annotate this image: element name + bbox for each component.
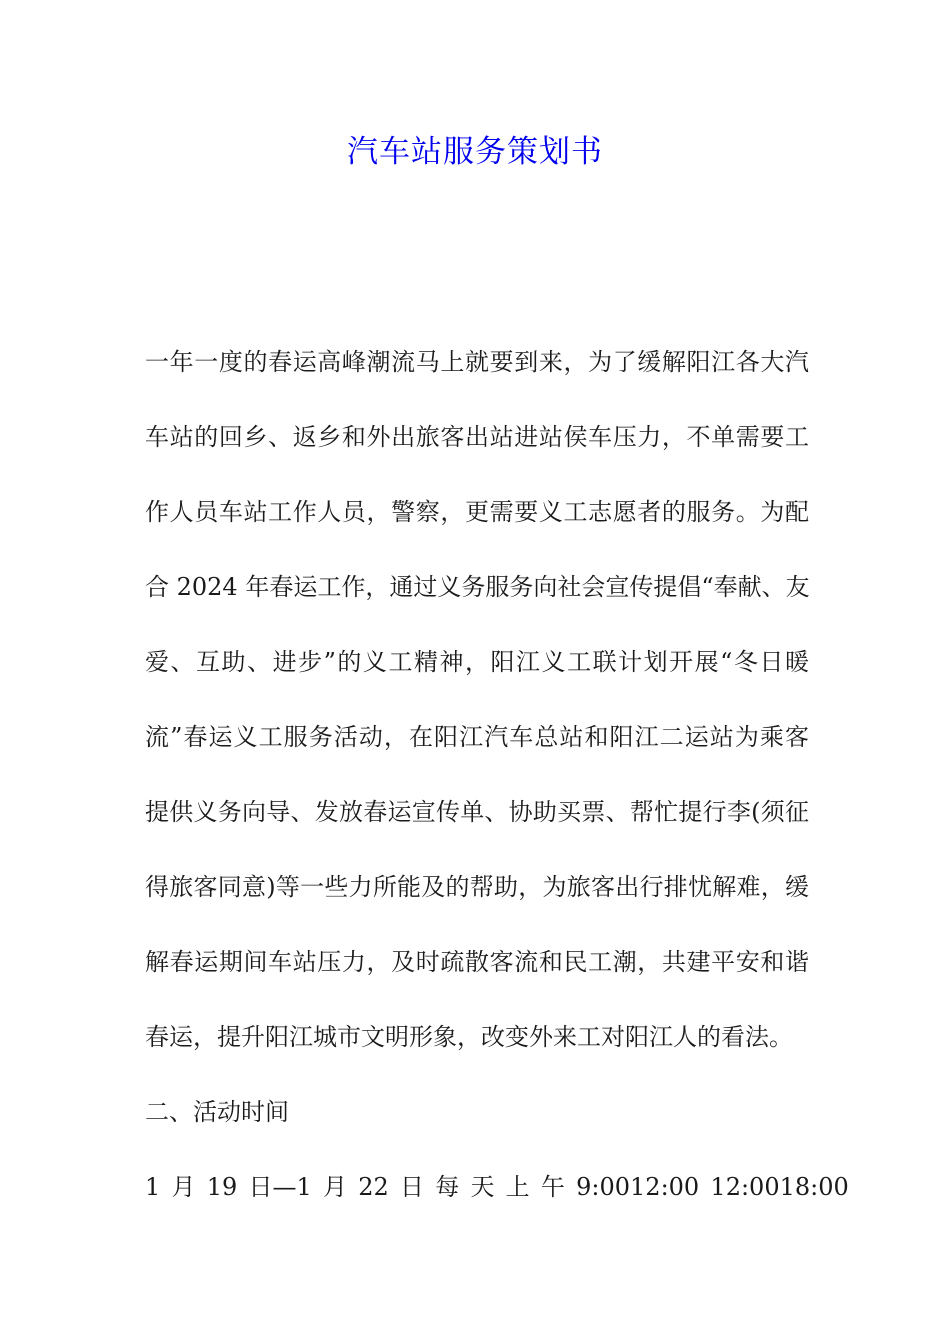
document-body xyxy=(145,340,849,1240)
section-heading: 二、活动时间 xyxy=(145,1098,289,1126)
paragraph-line: 一年一度的春运高峰潮流马上就要到来，为了缓解阳江各大汽 xyxy=(145,348,809,376)
paragraph-line: 爱、互助、进步”的义工精神，阳江义工联计划开展“冬日暖 xyxy=(145,648,809,676)
paragraph-line: 得旅客同意)等一些力所能及的帮助，为旅客出行排忧解难，缓 xyxy=(145,873,809,901)
paragraph-line: 提供义务向导、发放春运宣传单、协助买票、帮忙提行李(须征 xyxy=(145,798,809,826)
paragraph-line: 春运，提升阳江城市文明形象，改变外来工对阳江人的看法。 xyxy=(145,1023,793,1051)
paragraph-line: 合 2024 年春运工作，通过义务服务向社会宣传提倡“奉献、友 xyxy=(145,573,810,601)
paragraph-line: 解春运期间车站压力，及时疏散客流和民工潮，共建平安和谐 xyxy=(145,948,809,976)
paragraph-line: 作人员车站工作人员，警察，更需要义工志愿者的服务。为配 xyxy=(145,498,809,526)
document-title: 汽车站服务策划书 xyxy=(347,134,603,170)
paragraph-line: 流”春运义工服务活动，在阳江汽车总站和阳江二运站为乘客 xyxy=(145,723,809,751)
paragraph-line: 车站的回乡、返乡和外出旅客出站进站侯车压力，不单需要工 xyxy=(145,423,809,451)
activity-time-line: 1 月 19 日—1 月 22 日 每 天 上 午 9:0012:00 12:0018:00 xyxy=(145,1173,849,1201)
